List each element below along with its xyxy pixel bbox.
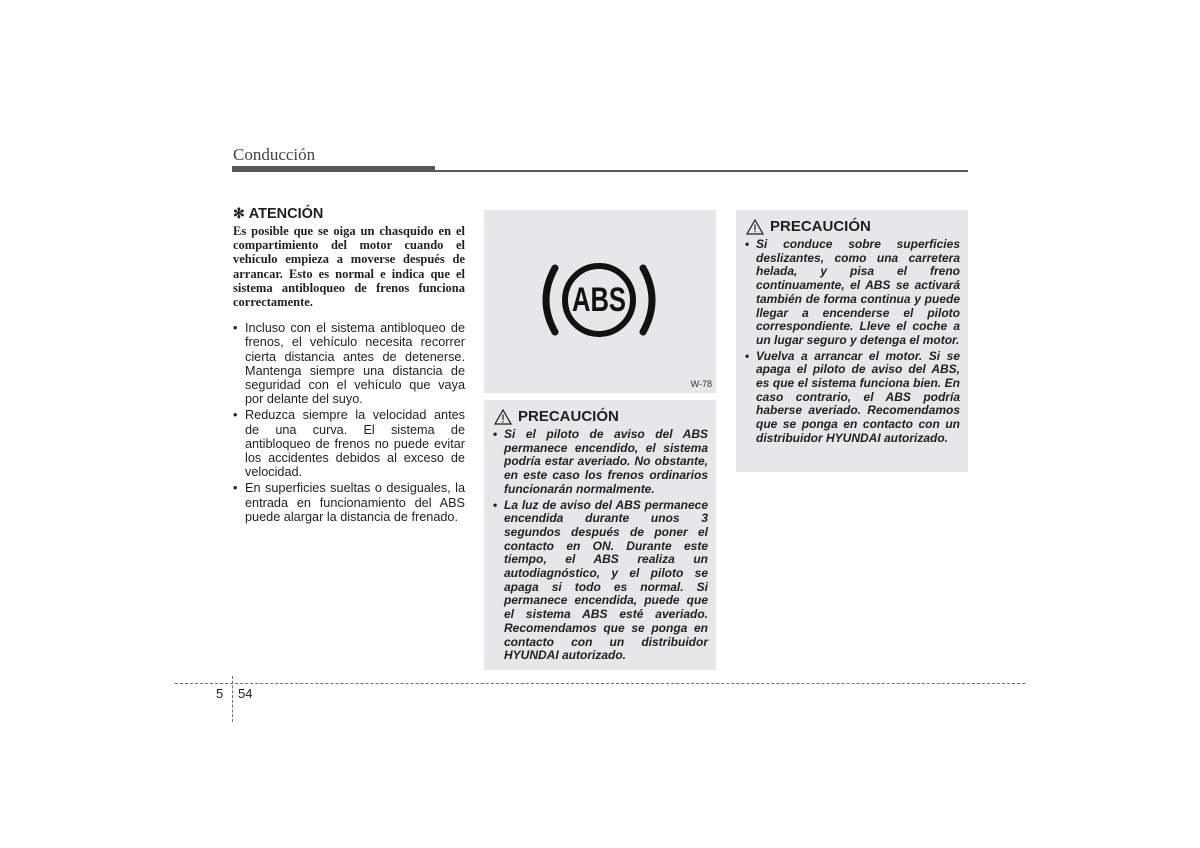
list-item: • En superficies sueltas o desiguales, la entrada en funcionamiento del ABS puede alargar la distancia de frenado. <box>233 481 465 524</box>
list-item: • Reduzca siempre la velocidad antes de una curva. El sistema de antibloqueo de frenos no puede evitar los accidentes debidos al exceso de velocidad. <box>233 408 465 479</box>
list-item: • La luz de aviso del ABS permanece encendida durante unos 3 segundos después de poner el contacto en ON. Durante este tiempo, el ABS realiza un autodiagnóstico, y el piloto se apaga si todo es normal. Si permanece encendida, puede que el sistema ABS esté averiado. Recomendamos que se ponga en contacto con un distribuidor HYUNDAI autorizado. <box>492 499 708 663</box>
abs-symbol-text: ABS <box>572 281 626 319</box>
warning-triangle-icon <box>746 219 764 235</box>
chapter-number: 5 <box>216 686 224 701</box>
caution-list <box>492 428 708 663</box>
figure-code: W-78 <box>690 379 712 389</box>
caution-heading <box>492 408 708 425</box>
caution-box-2 <box>736 210 968 472</box>
header-rule-thin <box>435 170 968 172</box>
warning-triangle-icon <box>494 409 512 425</box>
caution-title: PRECAUCIÓN <box>518 408 619 425</box>
caution-box-1 <box>484 400 716 670</box>
footer-rule <box>175 683 1025 684</box>
caution-list <box>744 238 960 446</box>
list-item: • Incluso con el sistema antibloqueo de frenos, el vehículo necesita recorrer cierta distancia antes de detenerse. Mantenga siempre una distancia de seguridad con el vehículo que vaya por delante del suyo. <box>233 321 465 406</box>
footer-divider <box>232 676 233 722</box>
page-number: 54 <box>238 686 253 701</box>
list-item: • Si el piloto de aviso del ABS permanece encendido, el sistema podría estar averiado. No obstante, en este caso los frenos ordinarios funcionarán normalmente. <box>492 428 708 497</box>
caution-heading <box>744 218 960 235</box>
attention-text: Es posible que se oiga un chasquido en el compartimiento del motor cuando el vehículo empieza a moverse después de arrancar. Esto es normal e indica que el sistema antibloqueo de frenos funciona correctamente. <box>233 224 465 310</box>
caution-title: PRECAUCIÓN <box>770 218 871 235</box>
attention-heading <box>233 205 465 222</box>
abs-figure <box>484 210 716 393</box>
left-column <box>233 205 465 526</box>
section-title: Conducción <box>233 145 316 164</box>
abs-warning-icon <box>539 250 659 350</box>
list-item: • Si conduce sobre superficies deslizantes, como una carretera helada, y pisa el freno continuamente, el ABS se activará también de forma continua y puede llegar a encenderse el piloto correspondiente. Lleve el coche a un lugar seguro y detenga el motor. <box>744 238 960 348</box>
asterisk-icon: ✻ <box>233 205 245 221</box>
attention-title: ATENCIÓN <box>248 205 324 222</box>
header-rule-thick <box>232 166 435 172</box>
bullet-list <box>233 321 465 524</box>
list-item: • Vuelva a arrancar el motor. Si se apaga el piloto de aviso del ABS, es que el sistema funciona bien. En caso contrario, el ABS podría haberse averiado. Recomendamos que se ponga en contacto con un distribuidor HYUNDAI autorizado. <box>744 350 960 446</box>
